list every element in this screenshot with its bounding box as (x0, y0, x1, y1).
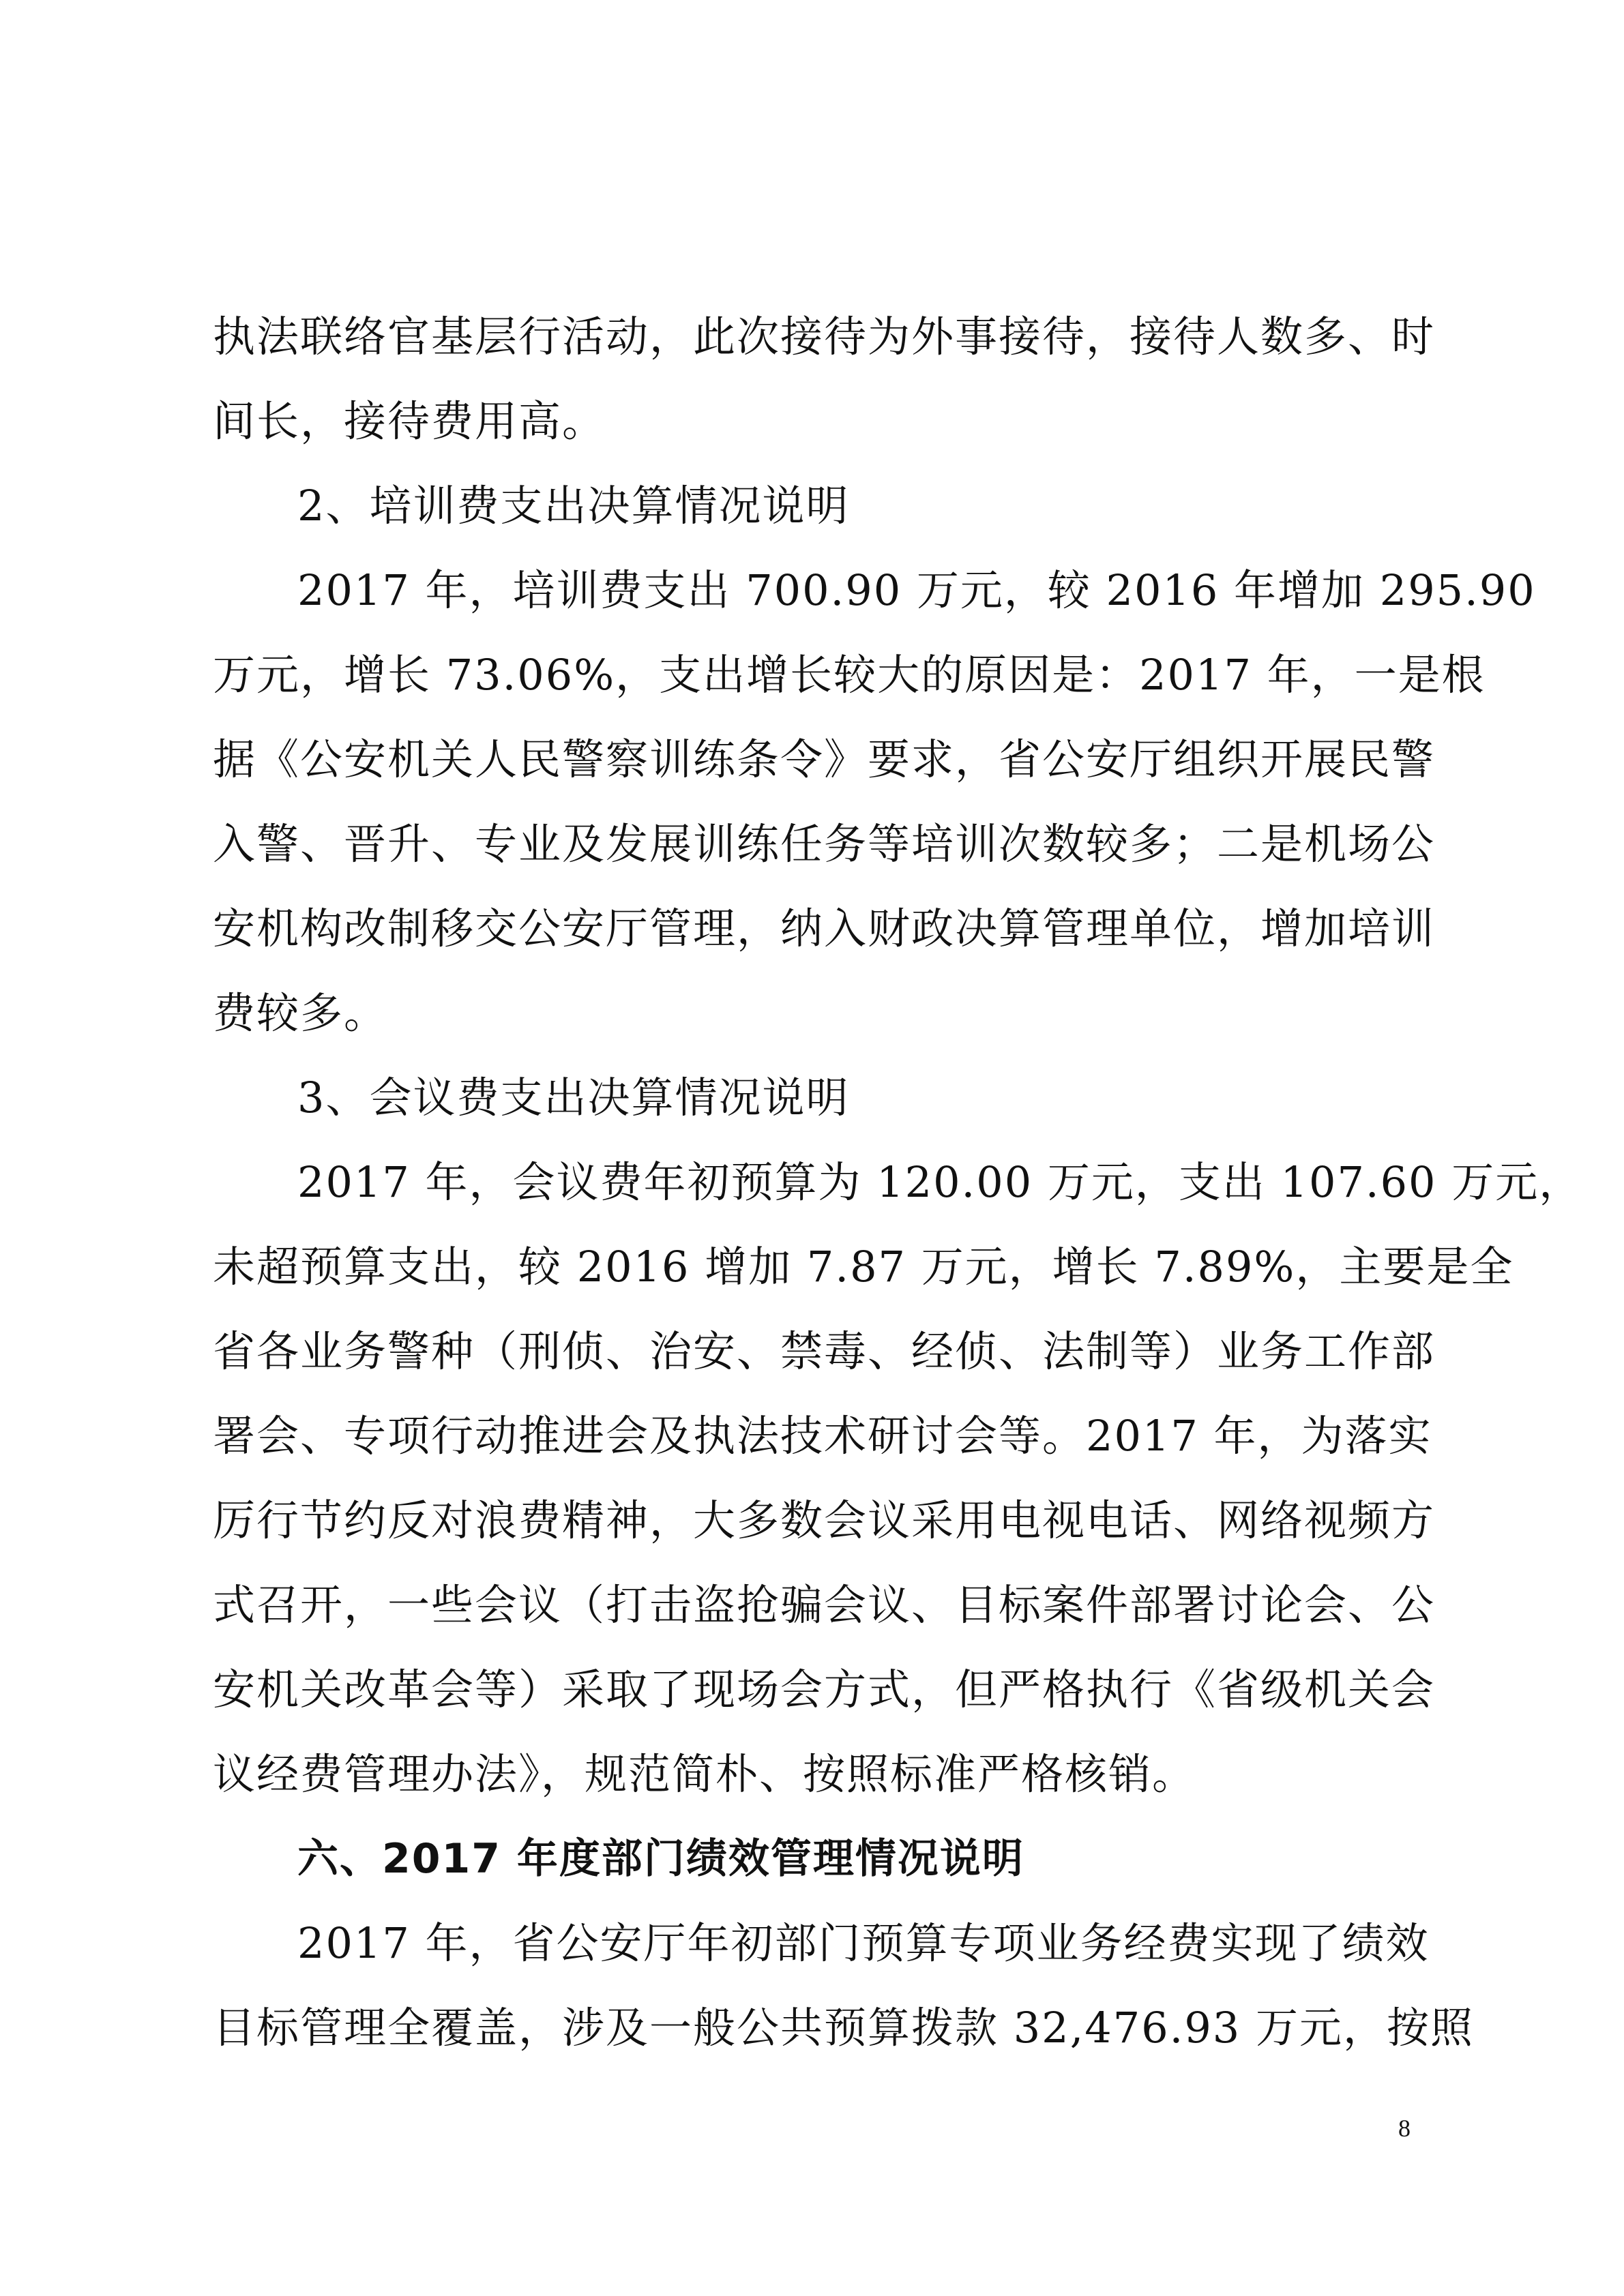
paragraph-line: 省各业务警种（刑侦、治安、禁毒、经侦、法制等）业务工作部 (213, 1326, 1436, 1376)
page-number: 8 (1398, 2115, 1411, 2142)
paragraph-line: 署会、专项行动推进会及执法技术研讨会等。2017 年，为落实 (213, 1411, 1432, 1461)
section-heading-bold: 六、2017 年度部门绩效管理情况说明 (297, 1835, 1024, 1883)
paragraph-line: 未超预算支出，较 2016 增加 7.87 万元，增长 7.89%，主要是全 (213, 1242, 1514, 1292)
paragraph-line: 2017 年，省公安厅年初部门预算专项业务经费实现了绩效 (297, 1918, 1430, 1968)
paragraph-line: 间长，接待费用高。 (213, 396, 606, 446)
paragraph-line: 目标管理全覆盖，涉及一般公共预算拨款 32,476.93 万元，按照 (213, 2003, 1474, 2053)
paragraph-line: 2017 年，培训费支出 700.90 万元，较 2016 年增加 295.90 (297, 565, 1536, 615)
paragraph-line: 据《公安机关人民警察训练条令》要求，省公安厅组织开展民警 (213, 734, 1436, 784)
paragraph-line: 安机关改革会等）采取了现场会方式，但严格执行《省级机关会 (213, 1665, 1436, 1714)
paragraph-line: 厉行节约反对浪费精神，大多数会议采用电视电话、网络视频方 (213, 1495, 1436, 1545)
paragraph-line: 议经费管理办法》，规范简朴、按照标准严格核销。 (213, 1749, 1196, 1799)
section-heading: 3、会议费支出决算情况说明 (297, 1073, 850, 1122)
paragraph-line: 安机构改制移交公安厅管理，纳入财政决算管理单位，增加培训 (213, 904, 1436, 953)
paragraph-line: 执法联络官基层行活动，此次接待为外事接待，接待人数多、时 (213, 312, 1436, 361)
paragraph-line: 2017 年，会议费年初预算为 120.00 万元，支出 107.60 万元， (297, 1157, 1583, 1207)
paragraph-line: 入警、晋升、专业及发展训练任务等培训次数较多；二是机场公 (213, 819, 1436, 869)
paragraph-line: 式召开，一些会议（打击盗抢骗会议、目标案件部署讨论会、公 (213, 1580, 1436, 1630)
section-heading: 2、培训费支出决算情况说明 (297, 481, 850, 531)
paragraph-line: 费较多。 (213, 988, 388, 1038)
document-body (213, 295, 1583, 2070)
paragraph-line: 万元，增长 73.06%，支出增长较大的原因是：2017 年，一是根 (213, 650, 1486, 700)
